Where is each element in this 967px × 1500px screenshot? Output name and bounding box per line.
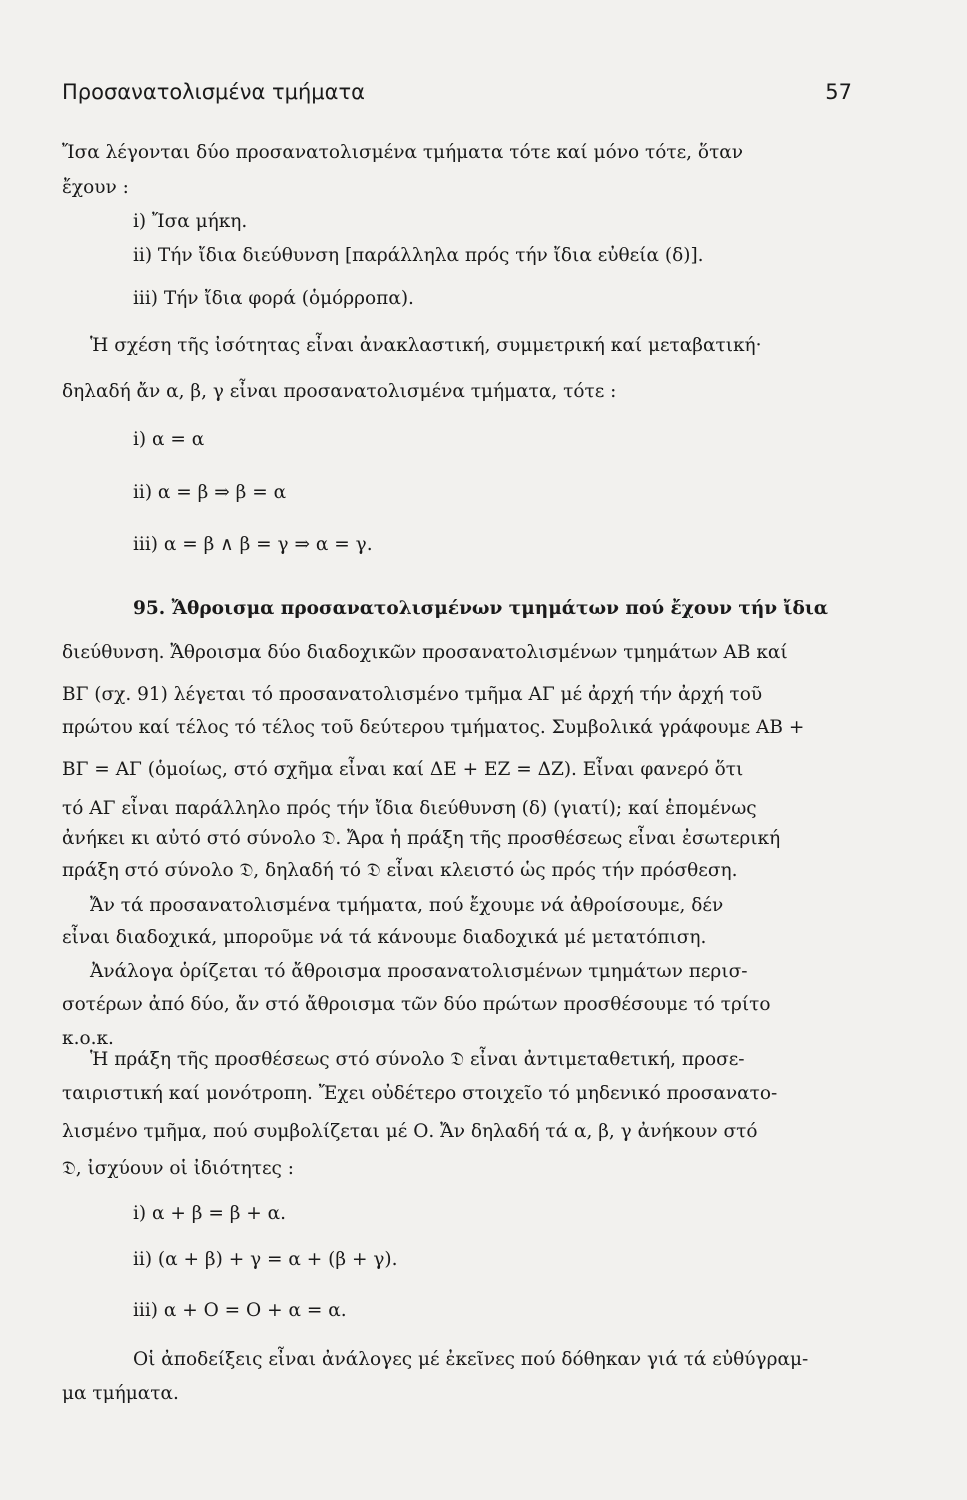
text-line: Ἴσα λέγονται δύο προσανατολισμένα τμήματα τότε καί μόνο τότε, ὅταν xyxy=(62,142,744,163)
text-line: πρώτου καί τέλος τό τέλος τοῦ δεύτερου τμήματος. Συμβολικά γράφουμε ΑΒ + xyxy=(62,717,805,738)
formula-line: i) α + β = β + α. xyxy=(133,1203,287,1224)
formula-line: iii) α = β ∧ β = γ ⇒ α = γ. xyxy=(133,534,373,555)
text-line: 𝔇, ἰσχύουν οἱ ἰδιότητες : xyxy=(62,1158,295,1179)
text-line: ΒΓ (σχ. 91) λέγεται τό προσανατολισμένο τμῆμα ΑΓ μέ ἀρχή τήν ἀρχή τοῦ xyxy=(62,684,763,705)
text-line: πράξη στό σύνολο 𝔇, δηλαδή τό 𝔇 εἶναι κλειστό ὡς πρός τήν πρόσθεση. xyxy=(62,860,738,881)
text-line: σοτέρων ἀπό δύο, ἄν στό ἄθροισμα τῶν δύο πρώτων προσθέσουμε τό τρίτο xyxy=(62,994,771,1015)
text-line: ἔχουν : xyxy=(62,177,129,198)
formula-line: ii) (α + β) + γ = α + (β + γ). xyxy=(133,1249,398,1270)
text-line: κ.ο.κ. xyxy=(62,1028,114,1049)
text-line: Ἄν τά προσανατολισμένα τμήματα, πού ἔχουμε νά ἀθροίσουμε, δέν xyxy=(90,895,724,916)
text-line: ΒΓ = ΑΓ (ὁμοίως, στό σχῆμα εἶναι καί ΔΕ + ΕΖ = ΔΖ). Εἶναι φανερό ὅτι xyxy=(62,759,744,780)
text-line: Ἡ πράξη τῆς προσθέσεως στό σύνολο 𝔇 εἶναι ἀντιμεταθετική, προσε- xyxy=(90,1049,745,1070)
text-line: λισμένο τμῆμα, πού συμβολίζεται μέ Ο. Ἄν δηλαδή τά α, β, γ ἀνήκουν στό xyxy=(62,1121,758,1142)
text-line: διεύθυνση. Ἄθροισμα δύο διαδοχικῶν προσανατολισμένων τμημάτων ΑΒ καί xyxy=(62,642,788,663)
list-item: ii) Τήν ἴδια διεύθυνση [παράλληλα πρός τήν ἴδια εὐθεία (δ)]. xyxy=(133,245,704,266)
formula-line: i) α = α xyxy=(133,429,205,450)
text-line: εἶναι διαδοχικά, μποροῦμε νά τά κάνουμε διαδοχικά μέ μετατόπιση. xyxy=(62,927,707,948)
list-item: iii) Τήν ἴδια φορά (ὁμόρροπα). xyxy=(133,288,414,309)
chapter-title: Προσανατολισμένα τμήματα xyxy=(62,80,365,104)
list-item: i) Ἴσα μήκη. xyxy=(133,211,248,232)
text-line: Ἡ σχέση τῆς ἰσότητας εἶναι ἀνακλαστική, συμμετρική καί μεταβατική· xyxy=(90,335,762,356)
text-line: τό ΑΓ εἶναι παράλληλο πρός τήν ἴδια διεύθυνση (δ) (γιατί); καί ἑπομένως xyxy=(62,798,757,819)
text-line: Ἀνάλογα ὁρίζεται τό ἄθροισμα προσανατολισμένων τμημάτων περισ- xyxy=(90,961,748,982)
text-line: μα τμήματα. xyxy=(62,1383,179,1404)
text-line: ταιριστική καί μονότροπη. Ἔχει οὐδέτερο στοιχεῖο τό μηδενικό προσανατο- xyxy=(62,1083,778,1104)
formula-line: iii) α + Ο = Ο + α = α. xyxy=(133,1300,347,1321)
text-line: Οἱ ἀποδείξεις εἶναι ἀνάλογες μέ ἐκεῖνες πού δόθηκαν γιά τά εὐθύγραμ- xyxy=(133,1349,809,1370)
text-line: δηλαδή ἄν α, β, γ εἶναι προσανατολισμένα τμήματα, τότε : xyxy=(62,381,617,402)
page-number: 57 xyxy=(825,80,852,104)
section-heading: 95. Ἄθροισμα προσανατολισμένων τμημάτων πού ἔχουν τήν ἴδια xyxy=(133,598,829,619)
formula-line: ii) α = β ⇒ β = α xyxy=(133,482,287,503)
text-line: ἀνήκει κι αὐτό στό σύνολο 𝔇. Ἄρα ἡ πράξη τῆς προσθέσεως εἶναι ἐσωτερική xyxy=(62,828,781,849)
